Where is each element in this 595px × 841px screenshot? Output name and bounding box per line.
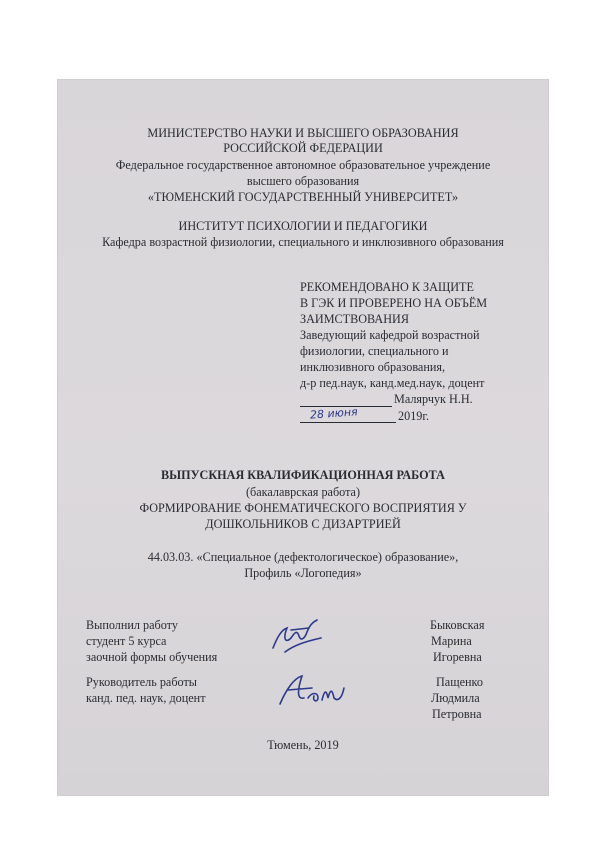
work-title-line-1: ФОРМИРОВАНИЕ ФОНЕМАТИЧЕСКОГО ВОСПРИЯТИЯ У: [139, 501, 467, 515]
approval-line-5: физиологии, специального и: [300, 344, 449, 358]
approval-year: 2019г.: [398, 409, 430, 423]
handwritten-date: 28 июня: [309, 405, 359, 422]
advisor-signature: [268, 668, 363, 718]
work-type: ВЫПУСКНАЯ КВАЛИФИКАЦИОННАЯ РАБОТА: [161, 468, 445, 482]
approval-line-2: В ГЭК И ПРОВЕРЕНО НА ОБЪЁМ: [300, 296, 488, 310]
city-year: Тюмень, 2019: [267, 738, 339, 752]
student-patronymic: Игоревна: [433, 650, 482, 664]
ministry-line-2: РОССИЙСКОЙ ФЕДЕРАЦИИ: [223, 141, 383, 155]
date-line: [300, 422, 396, 423]
advisor-patronymic: Петровна: [432, 707, 482, 721]
approval-line-3: ЗАИМСТВОВАНИЯ: [300, 312, 409, 326]
student-role-line-2: студент 5 курса: [86, 634, 167, 648]
institute-name: ИНСТИТУТ ПСИХОЛОГИИ И ПЕДАГОГИКИ: [178, 219, 428, 233]
approval-line-1: РЕКОМЕНДОВАНО К ЗАЩИТЕ: [300, 280, 474, 294]
advisor-surname: Пащенко: [436, 675, 483, 689]
advisor-role-line-2: канд. пед. наук, доцент: [86, 691, 206, 705]
advisor-role-line-1: Руководитель работы: [86, 675, 197, 689]
ministry-line-1: МИНИСТЕРСТВО НАУКИ И ВЫСШЕГО ОБРАЗОВАНИЯ: [147, 126, 459, 140]
institution-line-2: высшего образования: [246, 174, 360, 188]
advisor-first-name: Людмила: [431, 691, 480, 705]
work-title-line-2: ДОШКОЛЬНИКОВ С ДИЗАРТРИЕЙ: [205, 517, 401, 531]
student-signature: [263, 608, 333, 660]
head-name: Малярчук Н.Н.: [394, 392, 473, 406]
program-line-2: Профиль «Логопедия»: [244, 566, 362, 580]
university-name: «ТЮМЕНСКИЙ ГОСУДАРСТВЕННЫЙ УНИВЕРСИТЕТ»: [147, 190, 459, 204]
student-surname: Быковская: [430, 618, 485, 632]
student-role-line-3: заочной формы обучения: [86, 650, 218, 664]
work-subtype: (бакалаврская работа): [245, 485, 361, 499]
program-line-1: 44.03.03. «Специальное (дефектологическое) образование»,: [147, 550, 459, 564]
approval-line-6: инклюзивного образования,: [300, 360, 446, 374]
approval-line-7: д-р пед.наук, канд.мед.наук, доцент: [300, 376, 485, 390]
student-first-name: Марина: [431, 634, 472, 648]
department-name: Кафедра возрастной физиологии, специального и инклюзивного образования: [102, 235, 504, 249]
institution-line-1: Федеральное государственное автономное образовательное учреждение: [115, 158, 491, 172]
approval-line-4: Заведующий кафедрой возрастной: [300, 328, 480, 342]
student-role-line-1: Выполнил работу: [86, 618, 178, 632]
title-page-sheet: [58, 80, 548, 795]
